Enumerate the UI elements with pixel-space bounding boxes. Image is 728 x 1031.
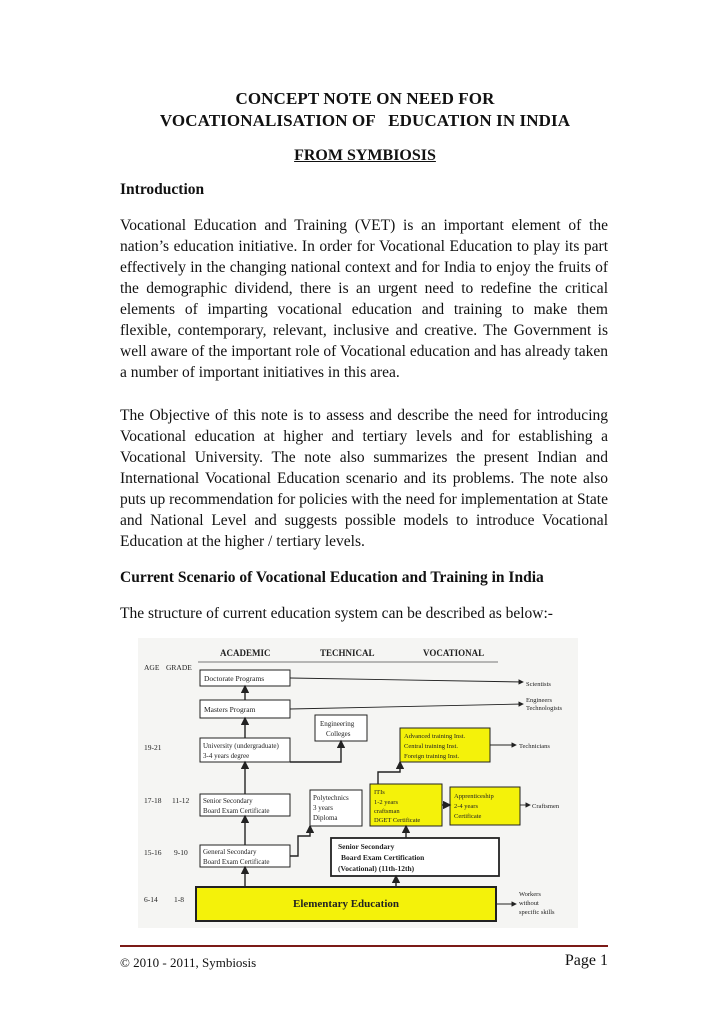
poly-line-3: Diploma: [313, 814, 338, 822]
masters-box: Masters Program: [204, 705, 256, 714]
section-heading: Current Scenario of Vocational Education and Training in India: [120, 569, 544, 586]
advanced-line-3: Foreign training Inst.: [404, 753, 460, 760]
poly-line-2: 3 years: [313, 804, 334, 812]
output-technicians: Technicians: [519, 743, 550, 750]
page-number: Page 1: [564, 952, 608, 969]
footer-copyright: © 2010 - 2011, Symbiosis: [120, 955, 257, 970]
grade-11-12: 11-12: [172, 796, 190, 805]
output-workers-1: Workers: [519, 891, 541, 898]
elementary-education: Elementary Education: [292, 898, 400, 910]
title-line-2: VOCATIONALISATION OF EDUCATION IN INDIA: [159, 111, 571, 130]
age-label: AGE: [144, 663, 160, 672]
output-technologists: Technologists: [526, 705, 563, 712]
intro-heading: Introduction: [120, 181, 205, 198]
intro-paragraph: Vocational Education and Training (VET) is an important element of the nation’s education initiative. In order for Vocational Education to play its part effectively in the changing national context and for India to enjoy the fruits of the demographic dividend, there is an urgent need to redefine the critical elements of imparting vocational education and training to make them flexible, contemporary, relevant, inclusive and creative. The Government is well aware of the important role of Vocational education and has already taken a number of important initiatives in this area.: [120, 217, 608, 381]
page-subtitle: FROM SYMBIOSIS: [294, 147, 436, 164]
engineering-line-2: Colleges: [326, 730, 351, 738]
university-line-1: University (undergraduate): [203, 742, 279, 750]
itis-line-3: craftsman: [374, 808, 400, 815]
output-scientists: Scientists: [526, 681, 551, 688]
age-6-14: 6-14: [144, 895, 158, 904]
itis-line-4: DGET Certificate: [374, 817, 421, 824]
education-structure-diagram: [138, 638, 578, 928]
age-17-18: 17-18: [144, 796, 162, 805]
objective-paragraph: The Objective of this note is to assess and describe the need for introducing Vocational education at higher and tertiary levels and for establishing a Vocational University. The note also summarizes the present Indian and International Vocational Education scenario and its problems. The note also puts up recommendation for policies with the need for implementation at State and National Level and suggests possible models to introduce Vocational Education at the higher / tertiary levels.: [120, 407, 608, 550]
apprenticeship-line-3: Certificate: [454, 813, 482, 820]
general-line-2: Board Exam Certificate: [203, 858, 270, 866]
vocational-line-1: Senior Secondary: [338, 842, 395, 851]
header-technical: TECHNICAL: [320, 648, 375, 658]
footer-divider: [120, 945, 608, 947]
output-workers-3: specific skills: [519, 909, 555, 916]
senior-line-1: Senior Secondary: [203, 797, 253, 805]
output-engineers: Engineers: [526, 697, 552, 704]
itis-line-2: 1-2 years: [374, 799, 399, 806]
apprenticeship-line-1: Apprenticeship: [454, 793, 494, 800]
header-academic: ACADEMIC: [220, 648, 271, 658]
age-15-16: 15-16: [144, 848, 162, 857]
doctorate-box: Doctorate Programs: [204, 674, 265, 683]
output-workers-2: without: [519, 900, 539, 907]
general-line-1: General Secondary: [203, 848, 257, 856]
structure-intro-text: The structure of current education system can be described as below:-: [120, 605, 553, 622]
advanced-line-1: Advanced training Inst.: [404, 733, 466, 740]
grade-1-8: 1-8: [174, 895, 184, 904]
grade-label: GRADE: [166, 663, 192, 672]
output-craftsmen: Craftsmen: [532, 803, 560, 810]
page-title: [120, 88, 610, 132]
title-line-1: CONCEPT NOTE ON NEED FOR: [235, 89, 495, 108]
itis-line-1: ITIs: [374, 789, 385, 796]
vocational-line-2: Board Exam Certification: [341, 853, 425, 862]
poly-line-1: Polytechnics: [313, 794, 349, 802]
university-line-2: 3-4 years degree: [203, 752, 250, 760]
engineering-line-1: Engineering: [320, 720, 355, 728]
advanced-line-2: Central training Inst.: [404, 743, 458, 750]
apprenticeship-line-2: 2-4 years: [454, 803, 479, 810]
age-19-21: 19-21: [144, 743, 162, 752]
grade-9-10: 9-10: [174, 848, 188, 857]
senior-line-2: Board Exam Certificate: [203, 807, 270, 815]
header-vocational: VOCATIONAL: [423, 648, 485, 658]
vocational-line-3: (Vocational) (11th-12th): [338, 864, 415, 873]
